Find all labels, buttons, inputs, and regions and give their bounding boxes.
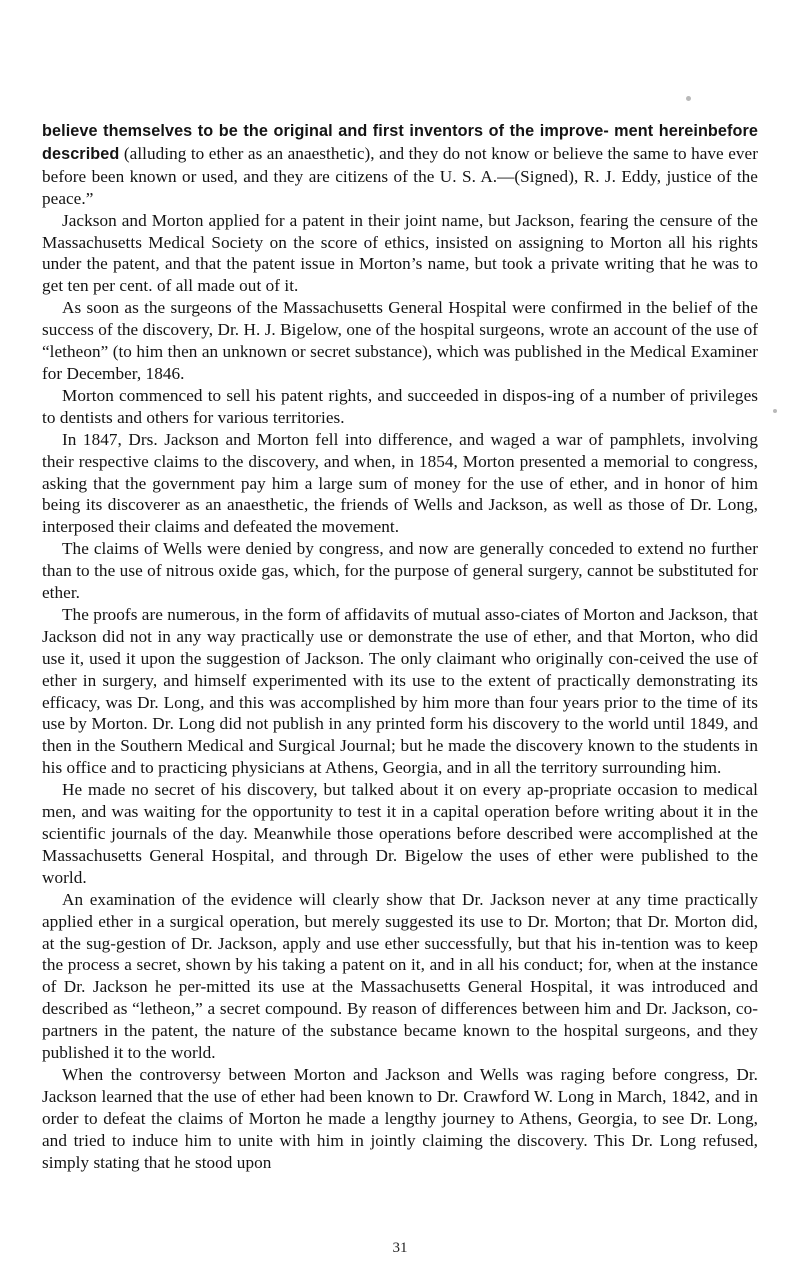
paragraph-text: (alluding to ether as an anaesthetic), and they do not know or believe the same to have ever before been known or used, and they are citizens of the U. S. A.—(Signed), R. J. Eddy, justice of the peace.”: [42, 143, 758, 208]
paragraph: [42, 120, 758, 210]
paragraph: As soon as the surgeons of the Massachusetts General Hospital were confirmed in the belief of the success of the discovery, Dr. H. J. Bigelow, one of the hospital surgeons, wrote an account of the use of “letheon” (to him then an unknown or secret substance), which was published in the Medical Examiner for December, 1846.: [42, 298, 758, 383]
page-number: 31: [392, 1240, 408, 1256]
paragraph: The proofs are numerous, in the form of affidavits of mutual asso-ciates of Morton and Jackson, that Jackson did not in any way practically use or demonstrate the use of ether, and that Morton, who did use it, used it upon the suggestion of Jackson. The only claimant who originally con-ceived the use of ether in surgery, and himself experimented with its use to the extent of practically demonstrating its efficacy, was Dr. Long, and this was accomplished by him more than four years prior to the time of its use by Morton. Dr. Long did not publish in any printed form his discovery to the world until 1849, and then in the Southern Medical and Surgical Journal; but he made the discovery known to the students in his office and to practicing physicians at Athens, Georgia, and in all the territory surrounding him.: [42, 604, 758, 778]
paragraph: An examination of the evidence will clearly show that Dr. Jackson never at any time practically applied ether in a surgical operation, but merely suggested its use to Dr. Morton; that Dr. Morton did, at the sug-gestion of Dr. Jackson, apply and use ether successfully, but that his in-tention was to keep the process a secret, shown by his taking a patent on it, and in all his conduct; for, when at the instance of Dr. Jackson he per-mitted its use at the Massachusetts General Hospital, it was introduced and described as “letheon,” a secret compound. By reason of differences between him and Dr. Jackson, co-partners in the patent, the nature of the substance became known to the hospital surgeons, and they published it to the world.: [42, 889, 758, 1063]
paragraph: The claims of Wells were denied by congress, and now are generally conceded to extend no further than to the use of nitrous oxide gas, which, for the purpose of general surgery, cannot be substituted for ether.: [42, 539, 758, 603]
paragraph: When the controversy between Morton and Jackson and Wells was raging before congress, Dr. Jackson learned that the use of ether had been known to Dr. Crawford W. Long in March, 1842, and in order to defeat the claims of Morton he made a lengthy journey to Athens, Georgia, to see Dr. Long, and tried to induce him to unite with him in jointly claiming the discovery. This Dr. Long refused, simply stating that he stood upon: [42, 1064, 758, 1172]
print-speck: [773, 409, 777, 413]
paragraph: Jackson and Morton applied for a patent in their joint name, but Jackson, fearing the censure of the Massachusetts Medical Society on the score of ethics, insisted on assigning to Morton all his rights under the patent, and that the patent issue in Morton’s name, but took a private writing that he was to get ten per cent. of all made out of it.: [42, 210, 758, 296]
paragraph: He made no secret of his discovery, but talked about it on every ap-propriate occasion to medical men, and was waiting for the opportunity to test it in a capital operation before writing about it in the scientific journals of the day. Meanwhile those operations before described were accomplished at the Massachusetts General Hospital, and through Dr. Bigelow the uses of ether were published to the world.: [42, 780, 758, 887]
opening-line: believe themselves to be the original and first inventors of the improve-: [42, 122, 609, 140]
print-speck: [686, 96, 691, 101]
body-text: [42, 120, 758, 1174]
opening-line-continued: ment hereinbefore described: [42, 122, 759, 163]
paragraph: In 1847, Drs. Jackson and Morton fell into difference, and waged a war of pamphlets, involving their respective claims to the discovery, and when, in 1854, Morton presented a memorial to congress, asking that the government pay him a large sum of money for the use of ether, and in honor of him being its discoverer as an anaesthetic, the friends of Wells and Jackson, as well as those of Dr. Long, interposed their claims and defeated the movement.: [42, 429, 758, 537]
paragraph: Morton commenced to sell his patent rights, and succeeded in dispos-ing of a number of privileges to dentists and others for various territories.: [42, 385, 758, 427]
